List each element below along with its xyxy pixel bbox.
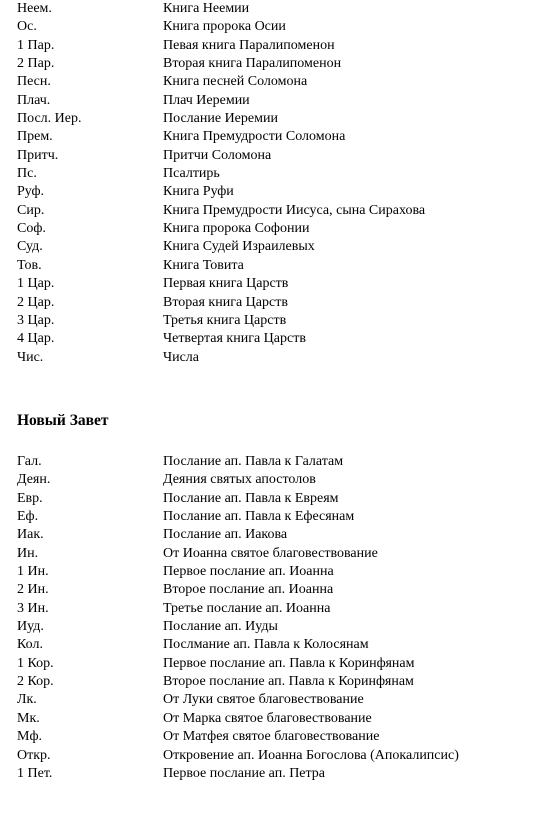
abbreviation: Иак. — [17, 527, 44, 543]
book-title: Книга Руфи — [163, 184, 234, 200]
abbreviation: Притч. — [17, 147, 59, 163]
book-title: Книга Товита — [163, 257, 244, 273]
abbreviation-row — [0, 0, 555, 18]
book-title: Плач Иеремии — [163, 92, 250, 108]
book-title: Послмание ап. Павла к Колосянам — [163, 637, 369, 653]
abbreviation: Еф. — [17, 509, 39, 525]
book-title: Книга Судей Израилевых — [163, 239, 315, 255]
abbreviation: Неем. — [17, 1, 52, 16]
abbreviation-row — [0, 471, 555, 489]
abbreviation-row — [0, 600, 555, 618]
abbreviation-row — [0, 673, 555, 691]
abbreviation-row — [0, 73, 555, 91]
abbreviation-list-new-testament — [0, 453, 555, 783]
abbreviation-row — [0, 563, 555, 581]
abbreviation-row — [0, 238, 555, 256]
book-title: Послание ап. Павла к Галатам — [163, 454, 344, 469]
book-title: Четвертая книга Царств — [163, 331, 306, 347]
abbreviation: 3 Цар. — [17, 312, 55, 328]
abbreviation-row — [0, 349, 555, 367]
abbreviation-row — [0, 110, 555, 128]
abbreviation: Евр. — [17, 490, 43, 506]
book-title: Книга Неемии — [163, 1, 250, 16]
book-title: Второе послание ап. Павла к Коринфянам — [163, 674, 414, 690]
abbreviation-row — [0, 183, 555, 201]
abbreviation-row — [0, 581, 555, 599]
abbreviation-row — [0, 147, 555, 165]
abbreviation: Деян. — [17, 472, 51, 488]
book-title: От Марка святое благовествование — [163, 710, 372, 726]
abbreviation-row — [0, 275, 555, 293]
book-title: Книга песней Соломона — [163, 74, 308, 90]
abbreviation: 1 Пет. — [17, 765, 53, 781]
abbreviation: 1 Ин. — [17, 564, 49, 580]
abbreviation: Прем. — [17, 129, 53, 145]
abbreviation: Лк. — [17, 692, 37, 708]
abbreviation: Пс. — [17, 166, 37, 182]
abbreviation: Гал. — [17, 454, 42, 469]
book-title: От Матфея святое благовествование — [163, 729, 380, 745]
abbreviation-row — [0, 765, 555, 783]
book-title: От Иоанна святое благовествование — [163, 545, 378, 561]
abbreviation-row — [0, 128, 555, 146]
abbreviation: Чис. — [17, 349, 44, 365]
book-title: Числа — [163, 349, 200, 365]
section-heading-new-testament: Новый Завет — [17, 412, 109, 429]
abbreviation-row — [0, 18, 555, 36]
abbreviation-row — [0, 202, 555, 220]
abbreviation: 4 Цар. — [17, 331, 55, 347]
abbreviation: Ин. — [17, 545, 39, 561]
abbreviation: Иуд. — [17, 619, 44, 635]
abbreviation: Откр. — [17, 747, 51, 763]
abbreviation-row — [0, 165, 555, 183]
abbreviation: 1 Кор. — [17, 655, 54, 671]
book-title: Вторая книга Паралипоменон — [163, 56, 342, 72]
book-title: Послание ап. Павла к Ефесянам — [163, 509, 355, 525]
book-title: Первое послание ап. Петра — [163, 765, 326, 781]
book-title: Притчи Соломона — [163, 147, 272, 163]
abbreviation-row — [0, 490, 555, 508]
abbreviation: Мф. — [17, 729, 43, 745]
book-title: Откровение ап. Иоанна Богослова (Апокалипсис) — [163, 747, 459, 763]
book-title: Книга Премудрости Соломона — [163, 129, 346, 145]
abbreviation-row — [0, 655, 555, 673]
abbreviation-row — [0, 257, 555, 275]
book-title: Первое послание ап. Иоанна — [163, 564, 334, 580]
book-title: Деяния святых апостолов — [163, 472, 316, 488]
abbreviation-row — [0, 220, 555, 238]
abbreviation: Плач. — [17, 92, 51, 108]
abbreviation-row — [0, 55, 555, 73]
book-title: Вторая книга Царств — [163, 294, 288, 310]
abbreviation: Руф. — [17, 184, 45, 200]
abbreviation: 2 Пар. — [17, 56, 55, 72]
abbreviation-row — [0, 691, 555, 709]
book-title: Послание Иеремии — [163, 111, 278, 127]
book-title: Псалтирь — [163, 166, 220, 182]
book-title: Послание ап. Павла к Евреям — [163, 490, 339, 506]
book-title: Первая книга Царств — [163, 276, 289, 292]
abbreviation-row — [0, 508, 555, 526]
book-title: Книга Премудрости Иисуса, сына Сирахова — [163, 202, 426, 218]
book-title: От Луки святое благовествование — [163, 692, 364, 708]
abbreviation-row — [0, 330, 555, 348]
abbreviation: 2 Цар. — [17, 294, 55, 310]
abbreviation: Тов. — [17, 257, 42, 273]
book-title: Первое послание ап. Павла к Коринфянам — [163, 655, 415, 671]
abbreviation: 3 Ин. — [17, 600, 49, 616]
abbreviation-row — [0, 312, 555, 330]
abbreviation: Песн. — [17, 74, 51, 90]
abbreviation: Кол. — [17, 637, 43, 653]
abbreviation: 1 Цар. — [17, 276, 55, 292]
abbreviation: Суд. — [17, 239, 43, 255]
abbreviation: Соф. — [17, 221, 46, 237]
abbreviation: Мк. — [17, 710, 40, 726]
abbreviation-row — [0, 728, 555, 746]
abbreviation-row — [0, 618, 555, 636]
abbreviation-row — [0, 636, 555, 654]
book-title: Третье послание ап. Иоанна — [163, 600, 331, 616]
abbreviation-list-old-testament — [0, 0, 555, 367]
abbreviation: Сир. — [17, 202, 45, 218]
abbreviation: 2 Кор. — [17, 674, 54, 690]
book-title: Второе послание ап. Иоанна — [163, 582, 334, 598]
abbreviation-row — [0, 92, 555, 110]
abbreviation: 2 Ин. — [17, 582, 49, 598]
book-title: Послание ап. Иуды — [163, 619, 278, 635]
abbreviation: 1 Пар. — [17, 37, 55, 53]
abbreviation-row — [0, 453, 555, 471]
abbreviation-row — [0, 37, 555, 55]
book-title: Послание ап. Иакова — [163, 527, 288, 543]
book-title: Третья книга Царств — [163, 312, 287, 328]
abbreviation-row — [0, 710, 555, 728]
abbreviation: Посл. Иер. — [17, 111, 82, 127]
abbreviation-row — [0, 526, 555, 544]
book-title: Певая книга Паралипоменон — [163, 37, 335, 53]
book-title: Книга пророка Осии — [163, 19, 286, 35]
book-title: Книга пророка Софонии — [163, 221, 310, 237]
abbreviation-row — [0, 747, 555, 765]
abbreviation: Ос. — [17, 19, 37, 35]
abbreviation-row — [0, 294, 555, 312]
abbreviation-row — [0, 545, 555, 563]
